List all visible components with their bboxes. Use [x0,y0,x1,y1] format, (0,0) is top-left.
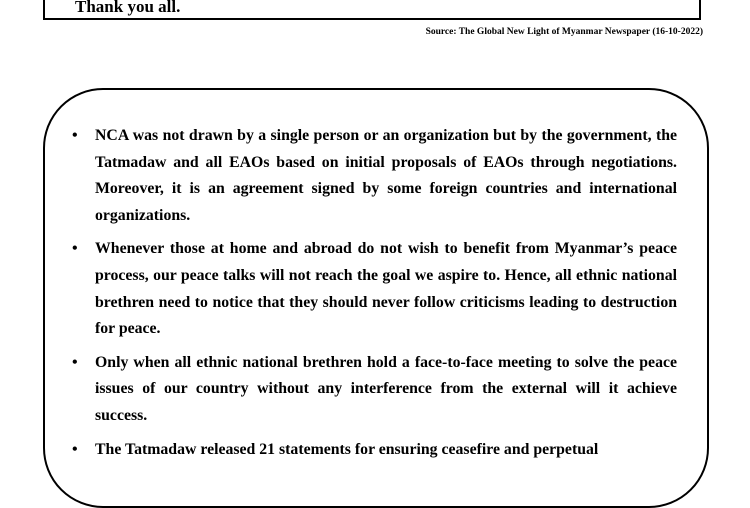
bullet-text: NCA was not drawn by a single person or an organization but by the government, the Tatmadaw and all EAOs based on initial proposals of EAOs through negotiations. Moreover, it is an agreement signed by some foreign countries and international organizations. [95,127,677,224]
list-item [70,437,677,464]
bullet-list [70,123,677,470]
bullet-text: Whenever those at home and abroad do not wish to benefit from Myanmar’s peace process, our peace talks will not reach the goal we aspire to. Hence, all ethnic national brethren need to notice that they should never follow criticisms leading to destruction for peace. [95,240,677,338]
bullet-icon: • [72,353,78,371]
list-item [70,350,677,430]
previous-text-box [43,0,701,20]
closing-text: Thank you all. [75,0,181,16]
bullet-text: Only when all ethnic national brethren hold a face-to-face meeting to solve the peace issues of our country without any interference from the external will it achieve success. [95,353,677,424]
bullet-icon: • [72,240,78,258]
source-citation: Source: The Global New Light of Myanmar Newspaper (16-10-2022) [425,27,703,37]
bullet-icon: • [72,440,78,458]
list-item [70,123,677,229]
list-item [70,236,677,342]
bullet-text: The Tatmadaw released 21 statements for ensuring ceasefire and perpetual [95,440,599,458]
bullet-icon: • [72,127,78,144]
